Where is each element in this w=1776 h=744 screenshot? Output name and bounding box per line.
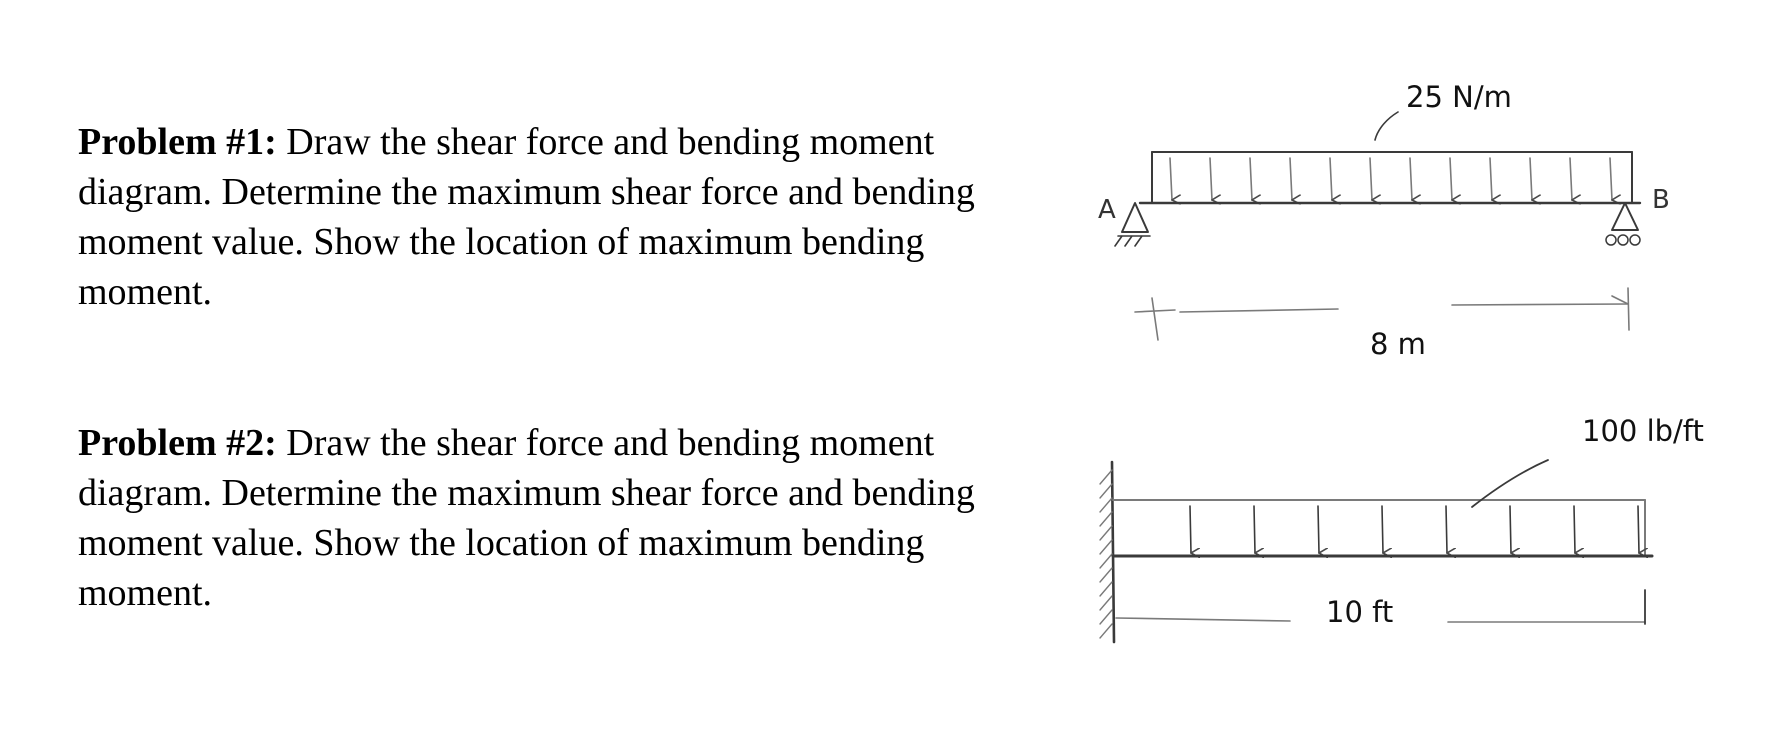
load-arrow xyxy=(1330,158,1332,200)
problem-1-text: Draw the shear force and bending moment diagram. Determine the maximum shear force and bending moment value. Show the location of maximum bending moment. xyxy=(78,121,975,313)
load-arrow xyxy=(1450,158,1452,200)
beam-2-distributed-load xyxy=(1113,500,1645,556)
beam-2-span-label: 10 ft xyxy=(1326,595,1394,629)
hatch-line xyxy=(1100,568,1112,582)
problem-1-heading: Problem #1: xyxy=(78,121,277,163)
load-arrow xyxy=(1638,506,1639,553)
load-arrow xyxy=(1290,158,1292,200)
load-arrow xyxy=(1574,506,1575,553)
load-arrow xyxy=(1254,506,1255,553)
support-a-label: A xyxy=(1098,195,1116,225)
problem-2-text: Draw the shear force and bending moment diagram. Determine the maximum shear force and bending moment value. Show the location of maximum bending moment. xyxy=(78,422,975,614)
beam-1-span-label: 8 m xyxy=(1370,327,1426,361)
load-arrow xyxy=(1382,506,1383,553)
beam-1-distributed-load xyxy=(1152,152,1632,203)
hatch-line xyxy=(1100,610,1112,624)
hatch-line xyxy=(1100,582,1112,596)
hatch-line xyxy=(1100,540,1112,554)
hatch-line xyxy=(1100,624,1112,638)
hatch-line xyxy=(1100,554,1112,568)
load-arrow xyxy=(1370,158,1372,200)
hatch-line xyxy=(1100,596,1112,610)
beam-1-diagram xyxy=(1098,80,1670,361)
load-arrows xyxy=(1190,506,1639,553)
beam-2-diagram xyxy=(1100,414,1704,642)
load-arrow xyxy=(1446,506,1447,553)
wall-hatching xyxy=(1100,470,1112,638)
hatch-line xyxy=(1100,512,1112,526)
load-arrow xyxy=(1410,158,1412,200)
fixed-wall xyxy=(1100,462,1114,642)
load-arrow xyxy=(1530,158,1532,200)
load-arrow xyxy=(1490,158,1492,200)
load-arrow xyxy=(1610,158,1612,200)
load-arrow xyxy=(1570,158,1572,200)
hatch-line xyxy=(1100,470,1112,484)
load-arrow xyxy=(1250,158,1252,200)
hatch-line xyxy=(1100,484,1112,498)
load-arrows xyxy=(1170,158,1612,200)
load-arrow xyxy=(1210,158,1212,200)
hatch-line xyxy=(1100,526,1112,540)
beam-2-load-label: 100 lb/ft xyxy=(1582,414,1704,448)
load-arrow xyxy=(1170,158,1172,200)
load-arrow xyxy=(1318,506,1319,553)
support-b-label: B xyxy=(1652,185,1670,215)
pin-support-a xyxy=(1115,203,1150,246)
hatch-line xyxy=(1100,498,1112,512)
problem-2-heading: Problem #2: xyxy=(78,422,277,464)
load-arrow xyxy=(1190,506,1191,553)
beam-1-load-label: 25 N/m xyxy=(1406,80,1512,114)
roller-support-b xyxy=(1606,203,1640,245)
load-leader-line xyxy=(1375,112,1398,140)
load-arrow xyxy=(1510,506,1511,553)
